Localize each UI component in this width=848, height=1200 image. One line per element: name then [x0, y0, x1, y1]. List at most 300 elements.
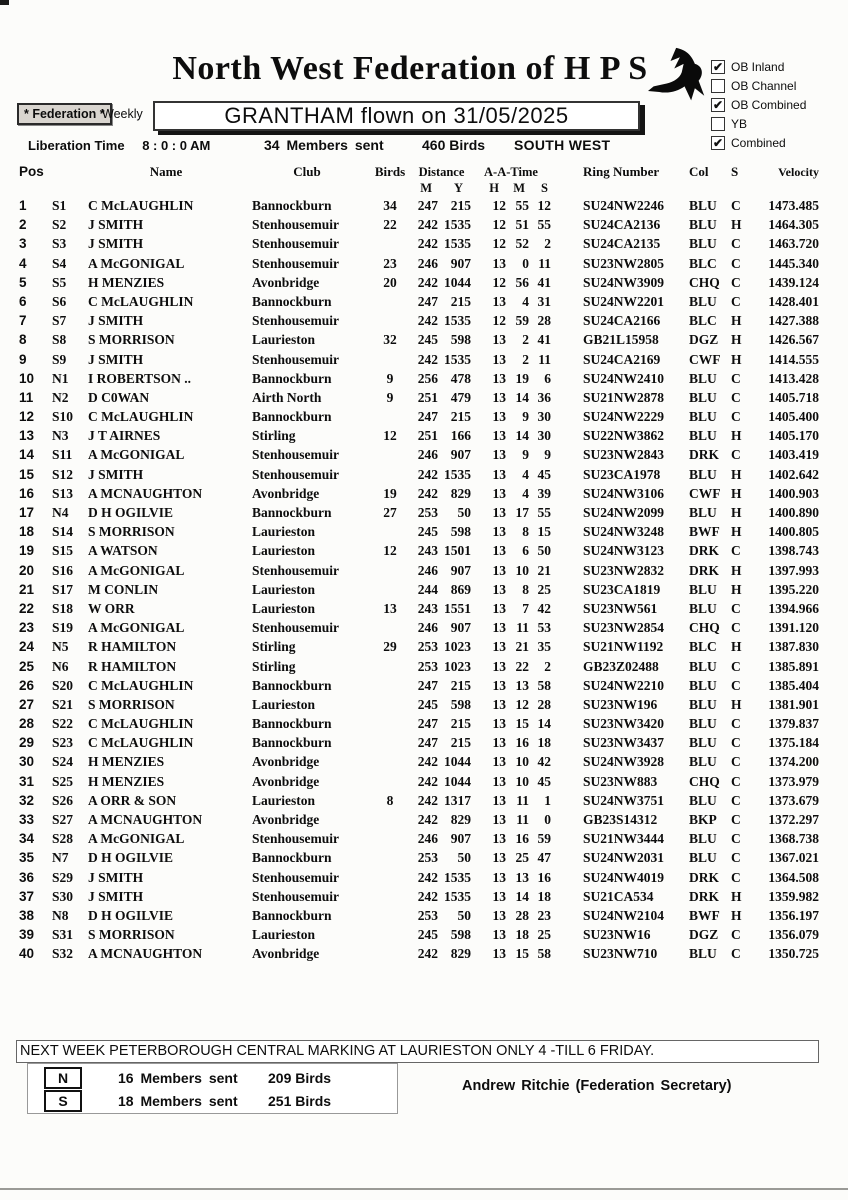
- cell-birds: [368, 695, 412, 714]
- cell-time-s: 25: [537, 581, 551, 597]
- cell-code: S24: [52, 754, 74, 770]
- cell-name: C McLAUGHLIN: [88, 677, 194, 693]
- cell-dist-m: 246: [417, 831, 438, 847]
- cell-dist-y: 166: [450, 428, 471, 444]
- cell-club: Laurieston: [252, 600, 316, 616]
- cell-dist-y: 829: [450, 946, 471, 962]
- cell-pos: 32: [19, 792, 35, 808]
- cell-dist-y: 1535: [444, 236, 471, 252]
- cell-birds: [368, 657, 412, 676]
- cell-spacer: [551, 292, 581, 311]
- cell-club: Bannockburn: [252, 293, 332, 309]
- cell-velocity: 1395.220: [768, 581, 819, 597]
- cell-birds: 8: [386, 792, 394, 808]
- cell-ring: SU23NW883: [583, 773, 658, 789]
- cell-sex: C: [731, 716, 741, 732]
- table-row: [16, 676, 828, 695]
- cell-velocity: 1367.021: [768, 850, 819, 866]
- members-sent: 34 Members sent: [264, 137, 384, 153]
- cell-club: Stenhousemuir: [252, 313, 340, 329]
- cell-col: BLU: [689, 581, 717, 597]
- cell-time-h: 13: [492, 370, 506, 386]
- cell-col: BLU: [689, 716, 717, 732]
- section-code-box: N: [44, 1067, 82, 1089]
- summary-birds: 251 Birds: [268, 1093, 332, 1109]
- cell-club: Stirling: [252, 428, 296, 444]
- table-row: [16, 580, 828, 599]
- cell-time-h: 13: [492, 505, 506, 520]
- category-checkbox-row: [711, 95, 806, 114]
- cell-sex: C: [731, 831, 741, 847]
- total-birds: 460 Birds: [422, 137, 486, 153]
- cell-dist-m: 242: [417, 792, 438, 808]
- cell-dist-y: 1535: [444, 217, 471, 233]
- cell-name: H MENZIES: [88, 754, 165, 770]
- cell-code: S13: [52, 485, 74, 501]
- cell-name: S MORRISON: [88, 927, 175, 943]
- cell-time-h: 13: [492, 639, 506, 655]
- cell-spacer: [551, 522, 581, 541]
- cell-col: BLU: [689, 293, 717, 309]
- cell-spacer: [551, 215, 581, 234]
- cell-ring: SU24CA2166: [583, 313, 661, 329]
- cell-dist-y: 598: [450, 332, 471, 348]
- cell-birds: 27: [383, 505, 397, 520]
- cell-spacer: [551, 868, 581, 887]
- cell-birds: [368, 561, 412, 580]
- cell-col: DGZ: [689, 927, 719, 943]
- cell-sex: C: [731, 198, 741, 213]
- cell-col: BLU: [689, 236, 717, 252]
- checkbox-icon[interactable]: [711, 117, 725, 131]
- cell-time-m: 10: [515, 562, 529, 578]
- cell-dist-y: 1023: [444, 658, 471, 674]
- cell-col: BWF: [689, 907, 720, 923]
- cell-name: D H OGILVIE: [88, 505, 174, 520]
- cell-time-h: 13: [492, 562, 506, 578]
- cell-sex: H: [731, 313, 742, 329]
- liberation-label: Liberation Time: [28, 138, 125, 153]
- cell-time-h: 13: [492, 543, 506, 559]
- cell-club: Laurieston: [252, 332, 316, 348]
- cell-time-m: 10: [515, 754, 529, 770]
- table-row: [16, 215, 828, 234]
- cell-sex: C: [731, 447, 741, 463]
- cell-time-m: 12: [515, 696, 529, 712]
- cell-time-m: 16: [515, 831, 529, 847]
- cell-time-m: 25: [515, 850, 529, 866]
- cell-sex: H: [731, 466, 742, 482]
- table-row: [16, 484, 828, 503]
- cell-pos: 22: [19, 600, 35, 616]
- cell-ring: SU22NW3862: [583, 428, 665, 444]
- cell-name: C McLAUGHLIN: [88, 409, 194, 425]
- cell-ring: SU23NW16: [583, 927, 651, 943]
- cell-time-s: 42: [537, 754, 551, 770]
- cell-velocity: 1403.419: [768, 447, 819, 463]
- header-col: Col: [689, 164, 709, 179]
- cell-pos: 4: [19, 255, 27, 271]
- cell-sex: C: [731, 389, 741, 405]
- cell-sex: C: [731, 255, 741, 271]
- cell-velocity: 1439.124: [768, 274, 819, 290]
- cell-birds: [368, 580, 412, 599]
- cell-dist-m: 247: [417, 293, 438, 309]
- cell-name: S MORRISON: [88, 332, 175, 348]
- header-club: Club: [293, 164, 321, 179]
- cell-ring: GB21L15958: [583, 332, 659, 348]
- cell-time-h: 13: [492, 792, 506, 808]
- cell-time-s: 55: [537, 217, 551, 233]
- cell-birds: 13: [383, 600, 397, 616]
- cell-time-m: 59: [515, 313, 529, 329]
- cell-code: S12: [52, 466, 74, 482]
- cell-dist-y: 869: [450, 581, 471, 597]
- cell-name: A MCNAUGHTON: [88, 812, 203, 827]
- cell-sex: C: [731, 370, 741, 386]
- cell-code: S31: [52, 927, 74, 943]
- cell-club: Airth North: [252, 389, 322, 405]
- cell-velocity: 1402.642: [768, 466, 819, 482]
- category-checkbox-row: [711, 133, 806, 152]
- checkbox-icon[interactable]: ✔: [712, 135, 724, 150]
- cell-sex: C: [731, 600, 741, 616]
- cell-dist-y: 215: [450, 677, 471, 693]
- cell-birds: 22: [383, 217, 397, 233]
- cell-time-h: 13: [492, 677, 506, 693]
- cell-name: A McGONIGAL: [88, 447, 185, 463]
- cell-time-m: 52: [515, 236, 529, 252]
- cell-velocity: 1400.805: [768, 524, 819, 540]
- liberation-time: [28, 138, 210, 153]
- cell-name: C McLAUGHLIN: [88, 735, 194, 751]
- cell-ring: SU24NW3928: [583, 754, 665, 770]
- cell-birds: [368, 234, 412, 253]
- cell-dist-y: 598: [450, 927, 471, 943]
- cell-time-m: 21: [515, 639, 529, 655]
- cell-code: S10: [52, 409, 74, 425]
- cell-code: N5: [52, 639, 69, 655]
- table-row: [16, 657, 828, 676]
- cell-spacer: [551, 484, 581, 503]
- cell-time-h: 13: [492, 600, 506, 616]
- cell-code: S4: [52, 255, 67, 271]
- checkbox-label: OB Inland: [731, 59, 785, 74]
- cell-dist-m: 247: [417, 735, 438, 751]
- cell-dist-y: 1023: [444, 639, 471, 655]
- table-row: [16, 810, 828, 829]
- cell-time-s: 41: [537, 274, 551, 290]
- cell-velocity: 1413.428: [768, 370, 819, 386]
- cell-spacer: [551, 369, 581, 388]
- cell-spacer: [551, 388, 581, 407]
- cell-birds: [368, 772, 412, 791]
- cell-time-s: 1: [544, 792, 551, 808]
- cell-ring: GB23S14312: [583, 812, 658, 827]
- cell-club: Bannockburn: [252, 505, 332, 520]
- cell-time-m: 2: [522, 332, 529, 348]
- cell-club: Stirling: [252, 639, 296, 655]
- cell-pos: 40: [19, 946, 35, 962]
- cell-col: DRK: [689, 447, 719, 463]
- cell-ring: SU24NW2246: [583, 198, 665, 213]
- cell-pos: 10: [19, 370, 35, 386]
- cell-dist-m: 246: [417, 447, 438, 463]
- table-row: [16, 407, 828, 426]
- cell-pos: 5: [19, 274, 27, 290]
- cell-spacer: [551, 791, 581, 810]
- cell-time-h: 13: [492, 850, 506, 866]
- cell-col: BLU: [689, 677, 717, 693]
- cell-club: Laurieston: [252, 581, 316, 597]
- cell-dist-m: 253: [417, 850, 438, 866]
- cell-sex: H: [731, 907, 742, 923]
- next-week-notice: NEXT WEEK PETERBOROUGH CENTRAL MARKING AT LAURIESTON ONLY 4 -TILL 6 FRIDAY.: [16, 1040, 819, 1063]
- cell-time-s: 50: [537, 543, 551, 559]
- cell-birds: 29: [383, 639, 397, 655]
- cell-time-h: 13: [492, 927, 506, 943]
- header-sex: S: [731, 164, 739, 179]
- cell-dist-y: 1044: [444, 773, 471, 789]
- federation-button[interactable]: * Federation *: [17, 103, 112, 125]
- table-row: [16, 445, 828, 464]
- table-row: [16, 714, 828, 733]
- cell-velocity: 1414.555: [768, 351, 819, 367]
- cell-time-m: 0: [522, 255, 529, 271]
- cell-spacer: [551, 445, 581, 464]
- header-name: Name: [149, 164, 183, 179]
- cell-ring: SU24NW2104: [583, 907, 665, 923]
- cell-sex: H: [731, 639, 742, 655]
- cell-time-s: 53: [537, 620, 551, 636]
- cell-birds: [368, 407, 412, 426]
- cell-time-h: 12: [492, 313, 506, 329]
- cell-spacer: [551, 637, 581, 656]
- cell-name: J SMITH: [88, 888, 144, 904]
- cell-dist-m: 253: [417, 639, 438, 655]
- cell-pos: 14: [19, 447, 35, 463]
- cell-velocity: 1427.388: [768, 313, 819, 329]
- cell-pos: 9: [19, 351, 27, 367]
- cell-time-h: 13: [492, 658, 506, 674]
- cell-time-m: 55: [515, 198, 529, 213]
- cell-ring: SU24NW2210: [583, 677, 665, 693]
- cell-code: S7: [52, 313, 67, 329]
- cell-dist-m: 242: [417, 313, 438, 329]
- cell-ring: SU23NW2854: [583, 620, 665, 636]
- table-row: [16, 273, 828, 292]
- cell-time-s: 45: [537, 466, 551, 482]
- cell-birds: [368, 465, 412, 484]
- page-title: North West Federation of H P S: [172, 50, 648, 87]
- cell-spacer: [551, 426, 581, 445]
- cell-club: Stenhousemuir: [252, 869, 340, 885]
- weekly-label: Weekly: [102, 107, 143, 121]
- cell-dist-m: 242: [417, 217, 438, 233]
- cell-dist-y: 1044: [444, 274, 471, 290]
- cell-birds: [368, 848, 412, 867]
- checkbox-icon[interactable]: ✔: [712, 59, 724, 74]
- cell-sex: H: [731, 581, 742, 597]
- cell-name: A McGONIGAL: [88, 255, 185, 271]
- cell-pos: 13: [19, 428, 35, 444]
- cell-pos: 1: [19, 198, 27, 213]
- cell-time-s: 16: [537, 869, 551, 885]
- cell-spacer: [551, 580, 581, 599]
- cell-spacer: [551, 695, 581, 714]
- cell-time-h: 13: [492, 735, 506, 751]
- cell-code: N8: [52, 907, 69, 923]
- cell-col: CHQ: [689, 274, 720, 290]
- cell-velocity: 1375.184: [768, 735, 819, 751]
- cell-velocity: 1405.400: [768, 409, 819, 425]
- cell-time-h: 13: [492, 696, 506, 712]
- cell-dist-y: 1551: [444, 600, 471, 616]
- cell-time-m: 7: [522, 600, 529, 616]
- cell-time-s: 11: [538, 255, 551, 271]
- cell-code: S19: [52, 620, 74, 636]
- cell-ring: SU24NW3106: [583, 485, 665, 501]
- cell-dist-y: 478: [450, 370, 471, 386]
- section-summary-box: [27, 1063, 398, 1114]
- cell-velocity: 1373.979: [768, 773, 819, 789]
- cell-time-m: 2: [522, 351, 529, 367]
- cell-club: Bannockburn: [252, 198, 332, 213]
- cell-time-s: 39: [537, 485, 551, 501]
- cell-dist-y: 1535: [444, 869, 471, 885]
- cell-sex: C: [731, 409, 741, 425]
- cell-club: Avonbridge: [252, 773, 320, 789]
- cell-pos: 18: [19, 524, 35, 540]
- cell-dist-y: 50: [457, 505, 471, 520]
- cell-velocity: 1405.170: [768, 428, 819, 444]
- cell-time-h: 13: [492, 620, 506, 636]
- cell-velocity: 1426.567: [768, 332, 819, 348]
- liberation-value: 8 : 0 : 0 AM: [142, 138, 211, 153]
- cell-ring: SU23NW2805: [583, 255, 665, 271]
- cell-dist-y: 598: [450, 524, 471, 540]
- cell-time-s: 55: [537, 505, 551, 520]
- cell-pos: 8: [19, 332, 27, 348]
- cell-time-h: 13: [492, 389, 506, 405]
- cell-code: S21: [52, 696, 74, 712]
- cell-spacer: [551, 906, 581, 925]
- cell-club: Avonbridge: [252, 946, 320, 962]
- checkbox-icon[interactable]: [711, 79, 725, 93]
- cell-code: N2: [52, 389, 69, 405]
- cell-dist-m: 242: [417, 888, 438, 904]
- cell-col: BLU: [689, 946, 717, 962]
- cell-col: BLU: [689, 505, 717, 520]
- cell-birds: 9: [386, 389, 394, 405]
- category-checkbox-row: [711, 76, 806, 95]
- cell-time-m: 14: [515, 888, 529, 904]
- cell-time-h: 13: [492, 428, 506, 444]
- header-ring: Ring Number: [583, 164, 660, 179]
- cell-time-h: 13: [492, 907, 506, 923]
- cell-dist-y: 215: [450, 293, 471, 309]
- cell-time-h: 12: [492, 217, 506, 233]
- cell-dist-y: 215: [450, 716, 471, 732]
- cell-dist-y: 1535: [444, 888, 471, 904]
- cell-birds: 23: [383, 255, 397, 271]
- cell-dist-y: 1317: [444, 792, 471, 808]
- section-code-box: S: [44, 1090, 82, 1112]
- cell-dist-m: 245: [417, 927, 438, 943]
- cell-col: CHQ: [689, 620, 720, 636]
- cell-dist-y: 50: [457, 907, 471, 923]
- cell-time-h: 13: [492, 485, 506, 501]
- cell-name: J SMITH: [88, 313, 144, 329]
- cell-velocity: 1464.305: [768, 217, 819, 233]
- cell-name: A WATSON: [88, 543, 158, 559]
- cell-dist-m: 242: [417, 466, 438, 482]
- cell-dist-y: 598: [450, 696, 471, 712]
- cell-sex: C: [731, 658, 741, 674]
- cell-pos: 19: [19, 543, 35, 559]
- cell-time-m: 9: [522, 447, 529, 463]
- cell-pos: 34: [19, 831, 35, 847]
- cell-name: H MENZIES: [88, 274, 165, 290]
- cell-spacer: [551, 311, 581, 330]
- cell-time-m: 14: [515, 428, 529, 444]
- cell-col: DRK: [689, 888, 719, 904]
- table-row: [16, 541, 828, 560]
- cell-col: CWF: [689, 485, 721, 501]
- cell-code: S28: [52, 831, 74, 847]
- cell-dist-y: 50: [457, 850, 471, 866]
- cell-spacer: [551, 465, 581, 484]
- cell-time-h: 13: [492, 332, 506, 348]
- cell-club: Bannockburn: [252, 735, 332, 751]
- cell-code: S18: [52, 600, 74, 616]
- cell-time-s: 6: [544, 370, 551, 386]
- cell-ring: SU23NW561: [583, 600, 658, 616]
- cell-birds: [368, 829, 412, 848]
- cell-time-h: 13: [492, 255, 506, 271]
- summary-members: 18 Members sent: [118, 1093, 238, 1109]
- cell-code: N1: [52, 370, 69, 386]
- cell-spacer: [551, 925, 581, 944]
- cell-club: Bannockburn: [252, 907, 332, 923]
- cell-sex: C: [731, 543, 741, 559]
- cell-sex: C: [731, 869, 741, 885]
- cell-spacer: [551, 676, 581, 695]
- table-row: [16, 330, 828, 349]
- cell-spacer: [551, 657, 581, 676]
- cell-club: Avonbridge: [252, 485, 320, 501]
- cell-pos: 28: [19, 716, 35, 732]
- cell-birds: [368, 733, 412, 752]
- cell-dist-m: 247: [417, 677, 438, 693]
- cell-velocity: 1356.197: [768, 907, 819, 923]
- cell-name: J T AIRNES: [88, 428, 161, 444]
- checkbox-icon[interactable]: ✔: [712, 97, 724, 112]
- category-checkbox-row: [711, 114, 806, 133]
- table-row: [16, 426, 828, 445]
- cell-col: CHQ: [689, 773, 720, 789]
- cell-spacer: [551, 541, 581, 560]
- cell-club: Laurieston: [252, 927, 316, 943]
- cell-ring: SU24NW2099: [583, 505, 665, 520]
- cell-ring: SU24NW4019: [583, 869, 665, 885]
- pigeon-icon: [648, 46, 708, 106]
- cell-pos: 21: [19, 581, 35, 597]
- cell-name: D H OGILVIE: [88, 850, 174, 866]
- cell-ring: GB23Z02488: [583, 658, 659, 674]
- cell-sex: H: [731, 332, 742, 348]
- header-pos: Pos: [19, 164, 44, 179]
